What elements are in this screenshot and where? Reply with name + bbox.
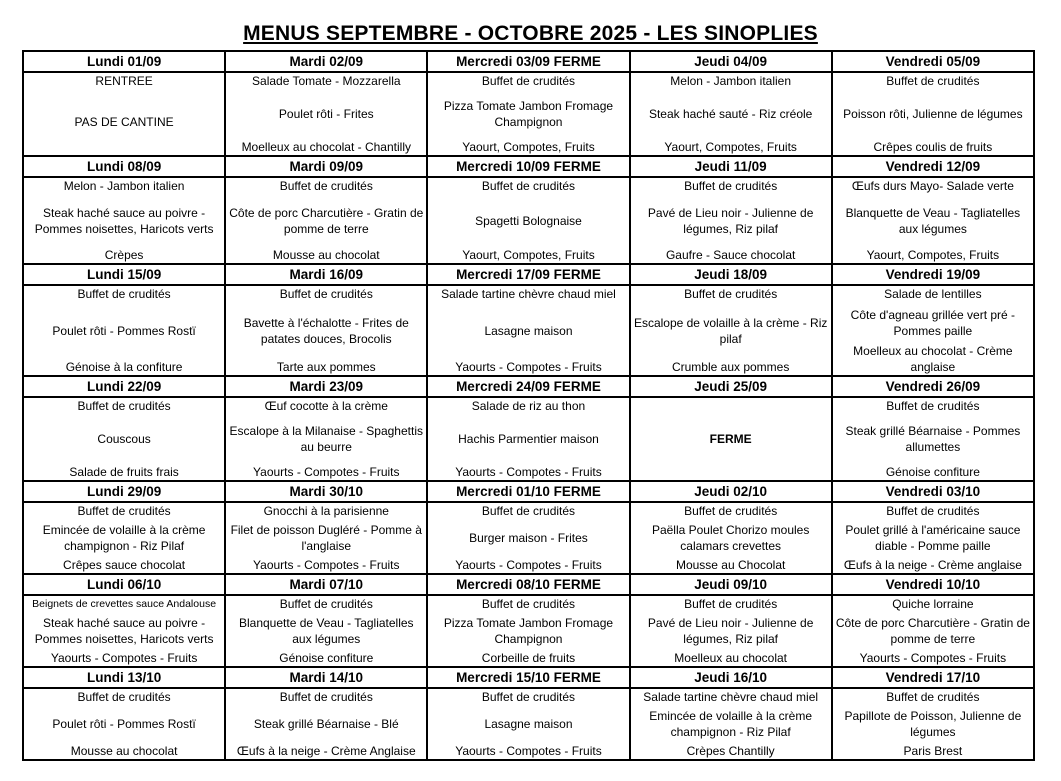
dessert: Crèpes Chantilly [686,744,775,758]
starter: Salade de riz au thon [471,399,586,413]
dessert: Moelleux au chocolat - Chantilly [241,140,411,154]
dessert: Génoise confiture [279,651,374,665]
starter: Œuf cocotte à la crème [264,399,388,413]
starter: Buffet de crudités [886,74,980,88]
main-course: Steak haché sauce au poivre - Pommes noisettes, Haricots verts [34,616,214,646]
starter: Buffet de crudités [77,690,171,704]
main-course: Poulet rôti - Pommes Rostï [52,717,196,731]
starter: Buffet de crudités [684,597,778,611]
day-menu-cell [832,397,1034,481]
day-header: Lundi 22/09 [23,376,225,397]
dessert: Gaufre - Sauce chocolat [665,248,796,262]
day-header: Mercredi 10/09 FERME [427,156,629,177]
page-title: MENUS SEPTEMBRE - OCTOBRE 2025 - LES SINOPLIES [243,22,818,45]
main-course: Lasagne maison [484,323,573,338]
dessert: Yaourts - Compotes - Fruits [455,465,602,479]
main-course: Côte de porc Charcutière - Gratin de pomme de terre [835,616,1030,646]
day-menu-cell [23,595,225,667]
day-header: Lundi 13/10 [23,667,225,688]
main-course: Steak haché sauce au poivre - Pommes noisettes, Haricots verts [34,205,214,236]
starter: Salade Tomate - Mozzarella [252,74,401,88]
week-menu-row [23,285,1034,376]
main-course: Poulet rôti - Frites [278,107,374,121]
dessert: Crêpes coulis de fruits [873,140,993,154]
week-menu-row [23,177,1034,264]
main-course: Poisson rôti, Julienne de légumes [843,107,1023,121]
dessert: Crêpes sauce chocolat [63,558,186,572]
day-menu-cell [225,397,427,481]
starter: Melon - Jambon italien [63,179,185,193]
day-header: Mercredi 24/09 FERME [427,376,629,397]
day-header: Vendredi 19/09 [832,264,1034,285]
day-menu-cell [832,177,1034,264]
starter: Buffet de crudités [481,504,576,518]
dessert: Yaourts - Compotes - Fruits [455,558,602,572]
starter: Gnocchi à la parisienne [263,504,389,518]
main-course: Pavé de Lieu noir - Julienne de légumes, Riz pilaf [647,205,814,236]
starter: Buffet de crudités [684,287,778,301]
dessert: Yaourts - Compotes - Fruits [455,360,602,374]
day-header: Vendredi 26/09 [832,376,1034,397]
dessert: Paris Brest [903,744,963,758]
day-header: Lundi 01/09 [23,51,225,72]
day-menu-cell [23,285,225,376]
week-menu-row [23,688,1034,760]
starter: Salade tartine chèvre chaud miel [643,690,819,704]
dessert: Yaourts - Compotes - Fruits [455,744,602,758]
week-header-row [23,574,1034,595]
week-menu-row [23,595,1034,667]
day-header: Vendredi 12/09 [832,156,1034,177]
dessert: Mousse au chocolat [272,248,380,262]
starter: Buffet de crudités [684,504,778,518]
day-header: Jeudi 25/09 [630,376,832,397]
starter: Melon - Jambon italien [670,74,792,88]
day-header: Mercredi 01/10 FERME [427,481,629,502]
day-header: Mardi 09/09 [225,156,427,177]
menu-table [22,50,1035,761]
main-course: Steak grillé Béarnaise - Blé [253,717,399,731]
starter: Buffet de crudités [77,504,171,518]
main-course: Pizza Tomate Jambon Fromage Champignon [443,616,614,646]
day-menu-cell [832,285,1034,376]
dessert: Moelleux au chocolat - Crème anglaise [853,344,1013,374]
day-menu-cell [630,688,832,760]
main-course: Emincée de volaille à la crème champignon - Riz Pilaf [649,709,813,739]
week-menu-row [23,502,1034,574]
main-course: Escalope à la Milanaise - Spaghettis au beurre [229,424,423,454]
main-course: Blanquette de Veau - Tagliatelles aux légumes [238,616,414,646]
main-course: Escalope de volaille à la crème - Riz pilaf [633,315,828,346]
dessert: Œufs à la neige - Crème anglaise [843,558,1022,572]
main-course: Pizza Tomate Jambon Fromage Champignon [443,99,614,129]
dessert: Yaourt, Compotes, Fruits [462,140,595,154]
day-header: Mercredi 03/09 FERME [427,51,629,72]
starter: RENTREE [95,74,153,88]
main-course: Steak grillé Béarnaise - Pommes allumettes [845,424,1021,454]
day-menu-cell [225,502,427,574]
day-header: Jeudi 04/09 [630,51,832,72]
starter: Buffet de crudités [279,690,373,704]
week-header-row [23,264,1034,285]
day-menu-cell [225,177,427,264]
day-menu-cell [832,688,1034,760]
day-menu-cell [427,595,629,667]
week-menu-row [23,72,1034,156]
dessert: Yaourt, Compotes, Fruits [462,248,595,262]
day-header: Jeudi 02/10 [630,481,832,502]
main-course: Côte d'agneau grillée vert pré - Pommes paille [850,307,1016,338]
main-course: Lasagne maison [484,717,573,731]
day-header: Vendredi 10/10 [832,574,1034,595]
day-header: Mercredi 08/10 FERME [427,574,629,595]
day-menu-cell [630,502,832,574]
dessert: Génoise confiture [885,465,980,479]
dessert: Tarte aux pommes [276,360,376,374]
starter: Buffet de crudités [481,690,576,704]
main-course: Filet de poisson Dugléré - Pomme à l'anglaise [230,523,422,553]
day-header: Vendredi 05/09 [832,51,1034,72]
day-header: Mardi 14/10 [225,667,427,688]
day-header: Mardi 23/09 [225,376,427,397]
main-course: FERME [709,432,752,446]
day-menu-cell [630,177,832,264]
dessert: Yaourt, Compotes, Fruits [866,248,1000,262]
day-menu-cell [427,285,629,376]
dessert: Yaourts - Compotes - Fruits [859,651,1007,665]
dessert: Crumble aux pommes [671,360,790,374]
starter: Buffet de crudités [886,399,980,413]
day-menu-cell [630,72,832,156]
day-menu-cell [427,72,629,156]
day-menu-cell [23,72,225,156]
day-menu-cell [630,595,832,667]
main-course: PAS DE CANTINE [74,115,174,129]
dessert: Yaourts - Compotes - Fruits [253,558,400,572]
day-menu-cell [23,502,225,574]
day-header: Mercredi 17/09 FERME [427,264,629,285]
starter: Buffet de crudités [886,504,980,518]
main-course: Poulet grillé à l'américaine sauce diable - Pomme paille [845,523,1021,553]
day-menu-cell [225,72,427,156]
starter: Buffet de crudités [886,690,980,704]
starter: Buffet de crudités [684,179,778,193]
day-menu-cell [225,688,427,760]
starter: Œufs durs Mayo- Salade verte [851,179,1014,193]
main-course: Paëlla Poulet Chorizo moules calamars crevettes [651,523,810,553]
day-header: Lundi 06/10 [23,574,225,595]
day-menu-cell [427,397,629,481]
main-course: Couscous [97,432,151,446]
day-menu-cell [427,688,629,760]
main-course: Burger maison - Frites [469,531,588,545]
day-menu-cell [23,177,225,264]
main-course: Spagetti Bolognaise [475,213,582,228]
day-header: Mardi 07/10 [225,574,427,595]
day-header: Mercredi 15/10 FERME [427,667,629,688]
day-header: Vendredi 17/10 [832,667,1034,688]
day-header: Jeudi 09/10 [630,574,832,595]
dessert: Crèpes [104,248,144,262]
week-header-row [23,376,1034,397]
day-menu-cell [23,688,225,760]
day-header: Vendredi 03/10 [832,481,1034,502]
starter: Buffet de crudités [279,287,373,301]
starter: Buffet de crudités [279,597,373,611]
dessert: Yaourts - Compotes - Fruits [253,465,400,479]
day-header: Lundi 08/09 [23,156,225,177]
day-menu-cell [832,595,1034,667]
day-menu-cell [225,595,427,667]
day-menu-cell [23,397,225,481]
day-menu-cell [630,285,832,376]
starter: Salade tartine chèvre chaud miel [441,287,616,301]
main-course: Côte de porc Charcutière - Gratin de pomme de terre [229,205,424,236]
day-header: Lundi 15/09 [23,264,225,285]
main-course: Pavé de Lieu noir - Julienne de légumes, Riz pilaf [647,616,814,646]
dessert: Yaourt, Compotes, Fruits [664,140,797,154]
main-course: Papillote de Poisson, Julienne de légumes [844,709,1022,739]
day-menu-cell [427,177,629,264]
starter: Salade de lentilles [884,287,982,301]
day-header: Mardi 30/10 [225,481,427,502]
dessert: Salade de fruits frais [69,465,179,479]
day-header: Jeudi 11/09 [630,156,832,177]
week-header-row [23,481,1034,502]
starter: Buffet de crudités [481,597,576,611]
day-header: Jeudi 16/10 [630,667,832,688]
day-menu-cell [832,502,1034,574]
starter: Beignets de crevettes sauce Andalouse [32,598,217,610]
dessert: Mousse au chocolat [70,744,178,758]
starter: Buffet de crudités [77,287,171,301]
main-course: Hachis Parmentier maison [458,432,599,446]
starter: Buffet de crudités [481,74,576,88]
dessert: Yaourts - Compotes - Fruits [50,651,198,665]
day-menu-cell [832,72,1034,156]
dessert: Corbeille de fruits [481,651,576,665]
dessert: Moelleux au chocolat [674,651,788,665]
starter: Buffet de crudités [481,179,576,193]
starter: Buffet de crudités [279,179,373,193]
week-header-row [23,667,1034,688]
dessert: Mousse au Chocolat [675,558,786,572]
day-menu-cell [427,502,629,574]
starter: Buffet de crudités [77,399,171,413]
day-header: Mardi 02/09 [225,51,427,72]
week-header-row [23,156,1034,177]
main-course: Poulet rôti - Pommes Rostï [52,323,196,338]
day-menu-cell [630,397,832,481]
week-header-row [23,51,1034,72]
day-menu-cell [225,285,427,376]
day-header: Jeudi 18/09 [630,264,832,285]
starter: Quiche lorraine [892,597,974,611]
main-course: Blanquette de Veau - Tagliatelles aux légumes [845,205,1021,236]
day-header: Lundi 29/09 [23,481,225,502]
dessert: Génoise à la confiture [65,360,183,374]
dessert: Œufs à la neige - Crème Anglaise [236,744,416,758]
main-course: Bavette à l'échalotte - Frites de patates douces, Brocolis [243,315,409,346]
main-course: Emincée de volaille à la crème champignon - Riz Pilaf [42,523,206,553]
main-course: Steak haché sauté - Riz créole [648,107,813,121]
week-menu-row [23,397,1034,481]
day-header: Mardi 16/09 [225,264,427,285]
